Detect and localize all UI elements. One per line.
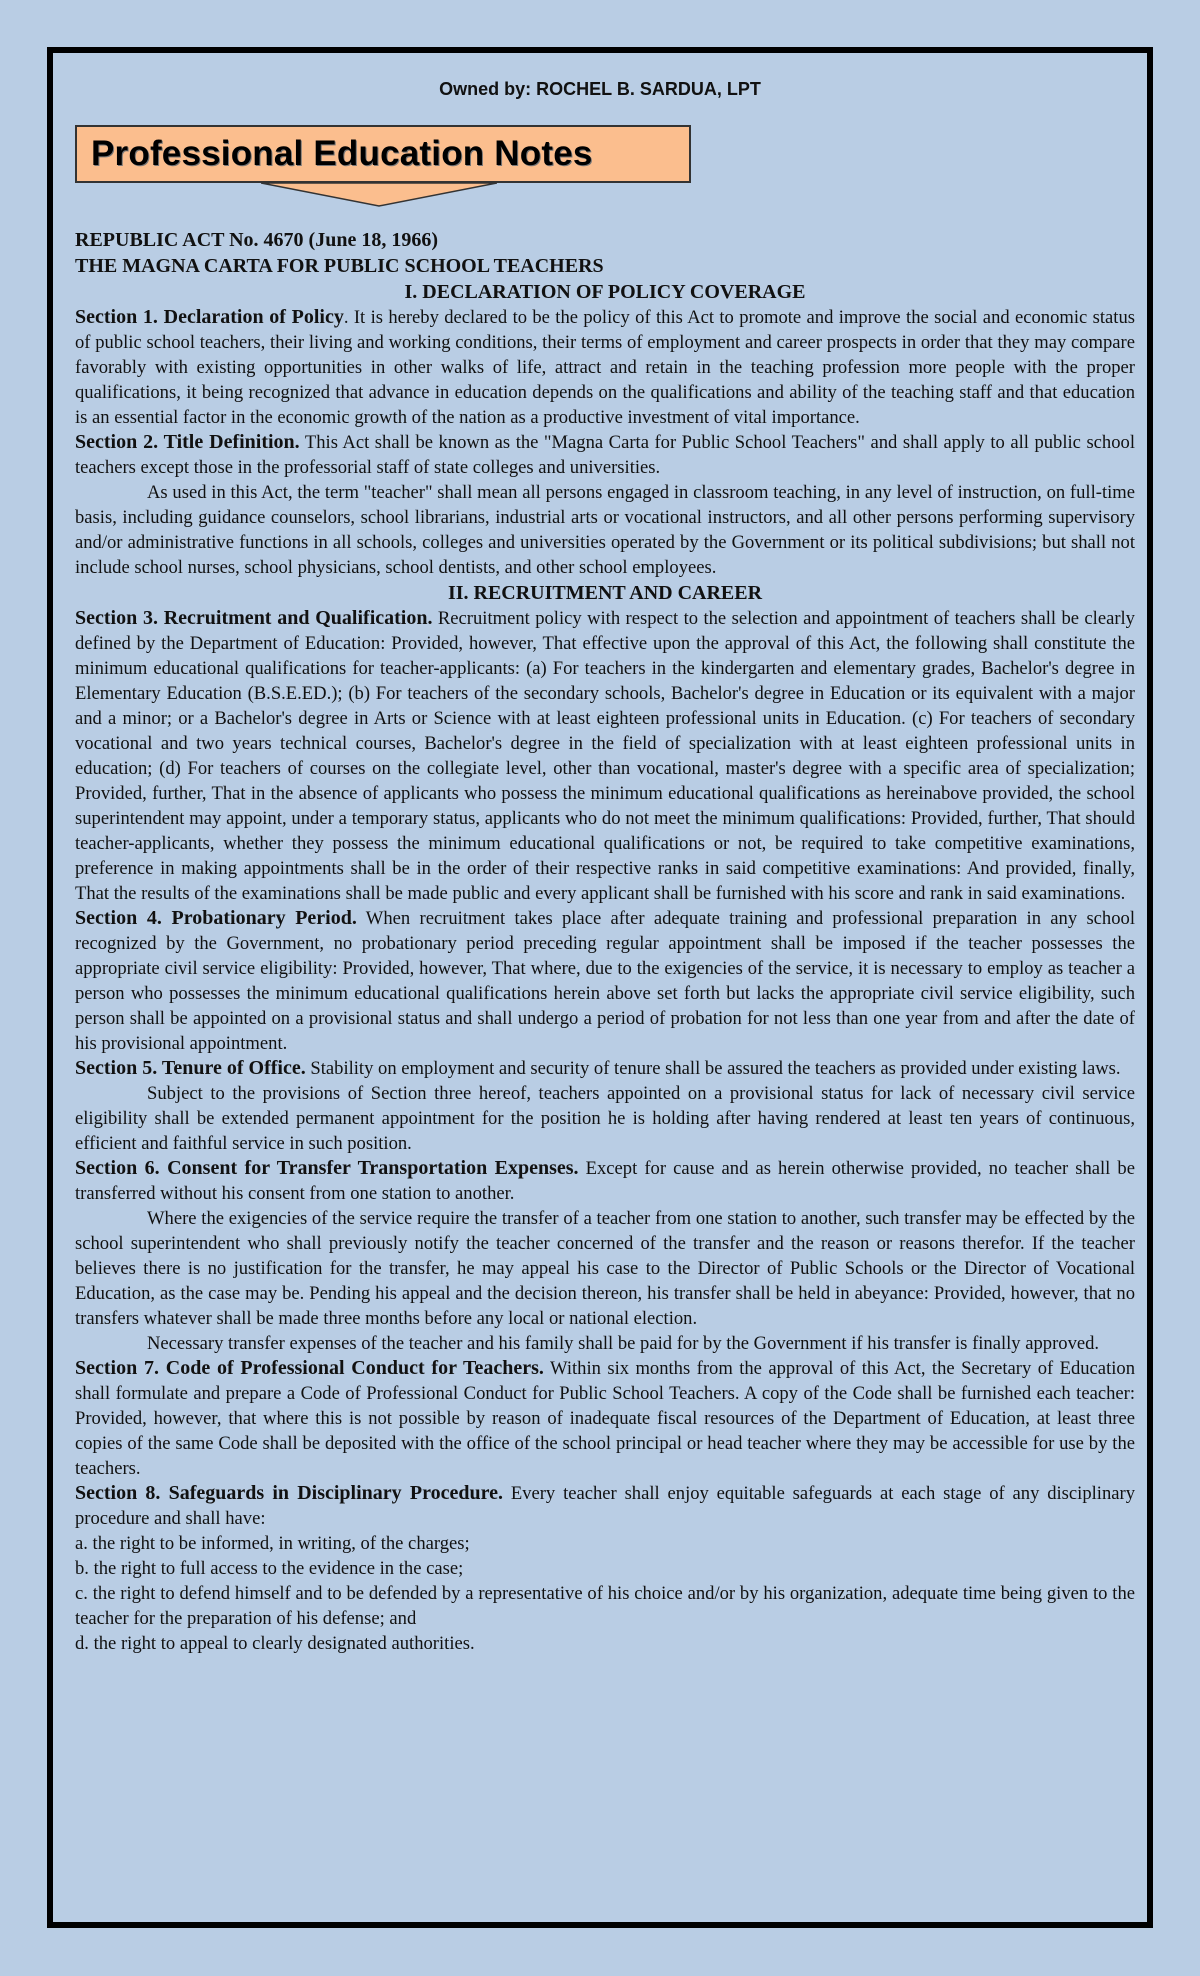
section-heading: Section 3. Recruitment and Qualification. — [75, 607, 433, 629]
section-text: . It is hereby declared to be the policy of this Act to promote and improve the social and economic status of public school teachers, their living and working conditions, their terms of employment and career prospects in order that they may compare favorably with existing opportunities in other walks of life, attract and retain in the teaching profession more people with the proper qualifications, it being recognized that advance in education depends on the qualifications and ability of the teaching staff and that education is an essential factor in the economic growth of the nation as a productive investment of vital importance. — [75, 307, 1135, 428]
section-2 — [75, 430, 1135, 480]
owner-credit: Owned by: ROCHEL B. SARDUA, LPT — [439, 79, 761, 99]
section-paragraph: As used in this Act, the term "teacher" shall mean all persons engaged in classroom teaching, in any level of instruction, on full-time basis, including guidance counselors, school librarians, industrial arts or vocational instructors, and all other persons performing supervisory and/or administrative functions in all schools, colleges and universities operated by the Government or its political subdivisions; but shall not include school nurses, school physicians, school dentists, and other school employees. — [75, 482, 1135, 578]
chapter-heading: II. RECRUITMENT AND CAREER — [447, 582, 763, 604]
list-item: c. the right to defend himself and to be defended by a representative of his choice and/or by his organization, adequate time being given to the teacher for the preparation of his defense; and — [75, 1583, 1135, 1629]
section-3 — [75, 606, 1135, 906]
section-paragraph: Where the exigencies of the service require the transfer of a teacher from one station to another, such transfer may be effected by the school superintendent who shall previously notify the teacher concerned of the transfer and the reason or reasons therefor. If the teacher believes there is no justification for the transfer, he may appeal his case to the Director of Public Schools or the Director of Vocational Education, as the case may be. Pending his appeal and the decision thereon, his transfer shall be held in abeyance: Provided, however, that no transfers whatever shall be made three months before any local or national election. — [75, 1208, 1135, 1329]
section-heading: Section 6. Consent for Transfer Transportation Expenses. — [75, 1157, 579, 1179]
section-7 — [75, 1356, 1135, 1481]
section-heading: Section 1. Declaration of Policy — [75, 306, 344, 328]
banner-arrow-icon — [261, 182, 497, 207]
document-body — [75, 227, 1135, 1656]
list-item: d. the right to appeal to clearly designated authorities. — [75, 1633, 475, 1654]
section-text: When recruitment takes place after adequate training and professional preparation in any school recognized by the Government, no probationary period preceding regular appointment shall be imposed if the teacher possesses the appropriate civil service eligibility: Provided, however, That where, due to the exigencies of the service, it is necessary to employ as teacher a person who possesses the minimum educational qualifications herein above set forth but lacks the appropriate civil service eligibility, such person shall be appointed on a provisional status and shall undergo a period of probation for not less than one year from and after the date of his provisional appointment. — [75, 908, 1135, 1054]
section-text: Stability on employment and security of tenure shall be assured the teachers as provided under existing laws. — [305, 1058, 1121, 1079]
section-heading: Section 8. Safeguards in Disciplinary Procedure. — [75, 1482, 503, 1504]
section-text: Except for cause and as herein otherwise provided, no teacher shall be transferred without his consent from one station to another. — [75, 1158, 1135, 1204]
list-item: a. the right to be informed, in writing, of the charges; — [75, 1533, 470, 1554]
chapter-heading: I. DECLARATION OF POLICY COVERAGE — [404, 281, 806, 303]
banner-title: Professional Education Notes — [75, 125, 691, 183]
section-text: Within six months from the approval of this Act, the Secretary of Education shall formulate and prepare a Code of Professional Conduct for Public School Teachers. A copy of the Code shall be furnished each teacher: Provided, however, that where this is not possible by reason of inadequate fiscal resources of the Department of Education, at least three copies of the same Code shall be deposited with the office of the school principal or head teacher where they may be accessible for use by the teachers. — [75, 1358, 1135, 1479]
section-text: This Act shall be known as the "Magna Carta for Public School Teachers" and shall apply to all public school teachers except those in the professorial staff of state colleges and universities. — [75, 432, 1135, 478]
section-text: Every teacher shall enjoy equitable safeguards at each stage of any disciplinary procedure and shall have: — [75, 1483, 1135, 1529]
section-heading: Section 7. Code of Professional Conduct for Teachers. — [75, 1357, 544, 1379]
list-item: b. the right to full access to the evidence in the case; — [75, 1558, 464, 1579]
page-frame — [47, 47, 1153, 1928]
section-heading: Section 4. Probationary Period. — [75, 907, 357, 929]
section-text: Recruitment policy with respect to the selection and appointment of teachers shall be clearly defined by the Department of Education: Provided, however, That effective upon the approval of this Act, the following shall constitute the minimum educational qualifications for teacher-applicants: (a) For teachers in the kindergarten and elementary grades, Bachelor's degree in Elementary Education (B.S.E.ED.); (b) For teachers of the secondary schools, Bachelor's degree in Education or its equivalent with a major and a minor; or a Bachelor's degree in Arts or Science with at least eighteen professional units in Education. (c) For teachers of secondary vocational and two years technical courses, Bachelor's degree in the field of specialization with at least eighteen professional units in education; (d) For teachers of courses on the collegiate level, other than vocational, master's degree with a specific area of specialization; Provided, further, That in the absence of applicants who possess the minimum educational qualifications as hereinabove provided, the school superintendent may appoint, under a temporary status, applicants who do not meet the minimum qualifications: Provided, further, That should teacher-applicants, whether they possess the minimum educational qualifications or not, be required to take competitive examinations, preference in making appointments shall be in the order of their respective ranks in said competitive examinations: And provided, finally, That the results of the examinations shall be made public and every applicant shall be furnished with his score and rank in said examinations. — [75, 608, 1135, 904]
section-8 — [75, 1481, 1135, 1531]
section-paragraph: Subject to the provisions of Section three hereof, teachers appointed on a provisional status for lack of necessary civil service eligibility shall be extended permanent appointment for the position he is holding after having rendered at least ten years of continuous, efficient and faithful service in such position. — [75, 1083, 1135, 1154]
section-1 — [75, 305, 1135, 430]
section-heading: Section 5. Tenure of Office. — [75, 1057, 306, 1079]
section-paragraph: Necessary transfer expenses of the teacher and his family shall be paid for by the Government if his transfer is finally approved. — [147, 1333, 1100, 1354]
section-5 — [75, 1056, 1135, 1081]
section-4 — [75, 906, 1135, 1056]
section-6 — [75, 1156, 1135, 1206]
section-heading: Section 2. Title Definition. — [75, 431, 300, 453]
act-title: THE MAGNA CARTA FOR PUBLIC SCHOOL TEACHERS — [75, 255, 604, 277]
act-number: REPUBLIC ACT No. 4670 (June 18, 1966) — [75, 229, 438, 251]
